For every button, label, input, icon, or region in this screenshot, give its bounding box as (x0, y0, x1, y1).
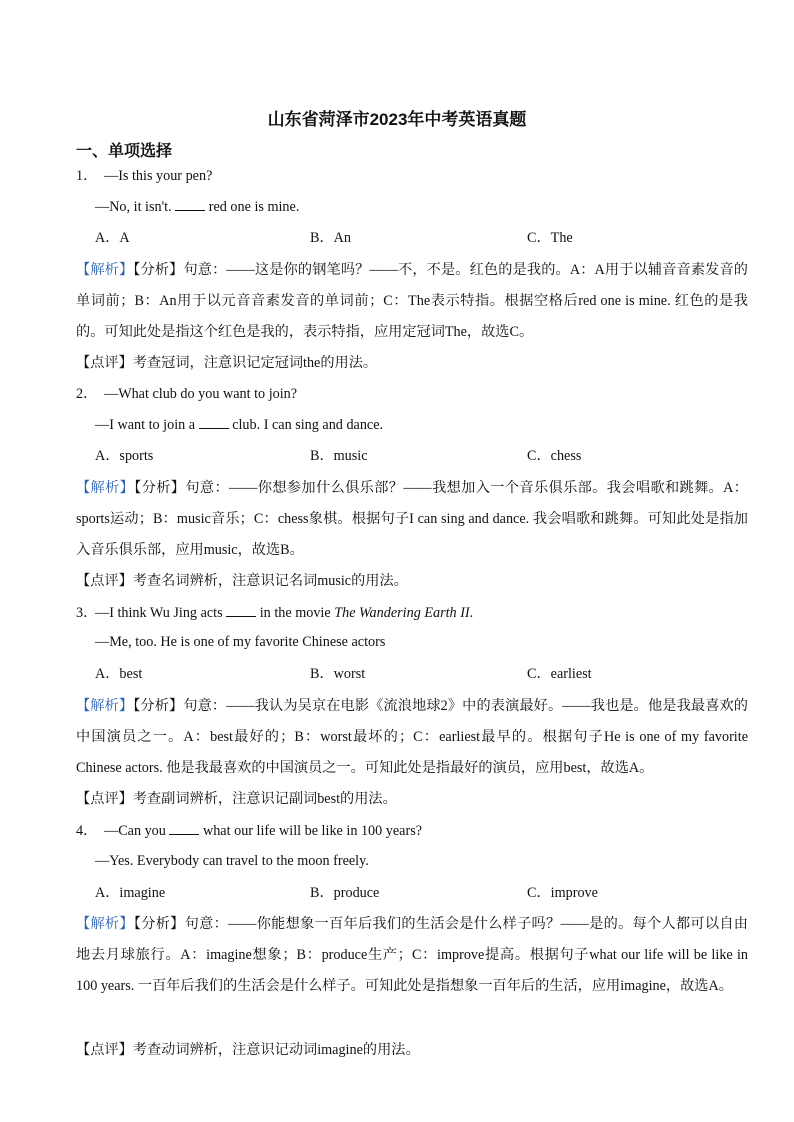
option-b: B．produce (310, 885, 380, 901)
option-c: C．earliest (527, 666, 592, 682)
question-line: —Can you (104, 823, 166, 839)
section-heading: 一、单项选择 (76, 143, 173, 160)
option-a: A．A (95, 230, 130, 246)
analysis-text: 【分析】句意：——我认为吴京在电影《流浪地球2》中的表演最好。——我也是。他是我最喜欢的中国演员之一。A：best最好的；B：worst最坏的；C：earliest最早的。根据句子He is one of my favorite Chinese actors. 他是我最喜欢的中国演员之一。可知此处是指最好的演员，应用best，故选A。 (76, 698, 748, 776)
analysis-text: 【分析】句意：——这是你的钢笔吗？——不，不是。红色的是我的。A：A用于以辅音音素发音的单词前；B：An用于以元音音素发音的单词前；C：The表示特指。根据空格后red one is mine. 红色的是我的。可知此处是指这个红色是我的，表示特指，应用定冠词The，故选C。 (76, 262, 748, 340)
analysis-text: 【分析】句意：——你想参加什么俱乐部？——我想加入一个音乐俱乐部。我会唱歌和跳舞。A：sports运动；B：music音乐；C：chess象棋。根据句子I can sing and dance. 我会唱歌和跳舞。可知此处是指加入音乐俱乐部，应用music，故选B。 (76, 480, 748, 558)
option-c: C．chess (527, 448, 582, 464)
answer-blank (199, 414, 229, 429)
question-4-reply: —Yes. Everybody can travel to the moon freely. (95, 853, 369, 869)
option-a: A．sports (95, 448, 154, 464)
answer-blank (226, 602, 256, 617)
question-2-analysis (76, 473, 748, 566)
question-line: —What club do you want to join? (104, 386, 298, 402)
question-4-prompt (76, 820, 422, 841)
option-b: B．An (310, 230, 351, 246)
reply-text: —No, it isn't. (95, 199, 172, 215)
question-number: 1． (76, 168, 98, 184)
question-number: 4． (76, 823, 98, 839)
option-c: C．The (527, 230, 573, 246)
question-number: 2． (76, 386, 98, 402)
page-title: 山东省菏泽市2023年中考英语真题 (267, 110, 527, 129)
question-1-reply (95, 196, 299, 217)
option-b: B．worst (310, 666, 366, 682)
analysis-tag: 【解析】 (76, 916, 134, 932)
analysis-tag: 【解析】 (76, 480, 135, 496)
option-c: C．improve (527, 885, 598, 901)
question-line-mid: what our life will be like in 100 years? (202, 823, 423, 839)
question-1-prompt (76, 166, 212, 186)
question-2-prompt (76, 384, 297, 404)
question-2-reply (95, 414, 383, 435)
analysis-tag: 【解析】 (76, 262, 134, 278)
question-line: —Is this your pen? (104, 168, 213, 184)
reply-text-end: club. I can sing and dance. (232, 417, 384, 433)
analysis-tag: 【解析】 (76, 698, 134, 714)
question-1-comment: 【点评】考查冠词，注意识记定冠词the的用法。 (76, 355, 378, 371)
question-line-mid: in the movie (259, 605, 331, 621)
question-line: —I think Wu Jing acts (95, 605, 223, 621)
question-number: 3． (76, 605, 98, 621)
question-line-end: . (469, 605, 474, 621)
question-3-comment: 【点评】考查副词辨析，注意识记副词best的用法。 (76, 791, 397, 807)
question-3-reply: —Me, too. He is one of my favorite Chinese actors (95, 634, 386, 650)
option-a: A．imagine (95, 885, 166, 901)
answer-blank (169, 820, 199, 835)
question-2-comment: 【点评】考查名词辨析，注意识记名词music的用法。 (76, 573, 408, 589)
question-4-comment: 【点评】考查动词辨析，注意识记动词imagine的用法。 (76, 1042, 420, 1058)
option-b: B．music (310, 448, 368, 464)
option-a: A．best (95, 666, 143, 682)
movie-title: The Wandering Earth II (334, 605, 470, 621)
question-3-prompt (76, 602, 473, 623)
reply-text-end: red one is mine. (208, 199, 300, 215)
question-3-analysis (76, 691, 748, 784)
question-4-analysis (76, 909, 748, 1002)
answer-blank (175, 196, 205, 211)
reply-text: —I want to join a (95, 417, 196, 433)
analysis-text: 【分析】句意：——你能想象一百年后我们的生活会是什么样子吗？——是的。每个人都可以自由地去月球旅行。A：imagine想象；B：produce生产；C：improve提高。根据句子what our life will be like in 100 years. 一百年后我们的生活会是什么样子。可知此处是指想象一百年后的生活，应用imagine，故选A。 (76, 916, 748, 994)
question-1-analysis (76, 255, 748, 348)
